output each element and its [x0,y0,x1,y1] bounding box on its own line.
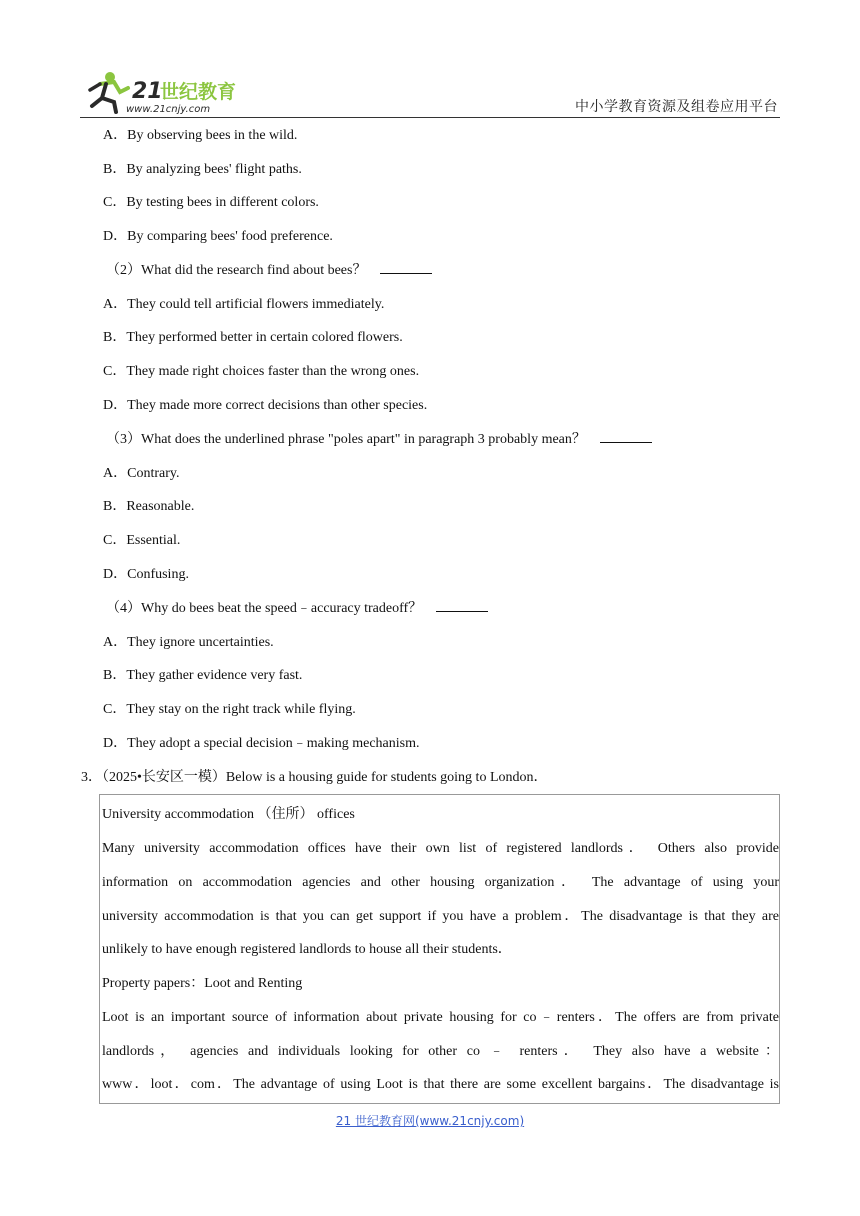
q3-stem [106,430,652,450]
q2-option-c: C．They made right choices faster than the wrong ones. [103,364,420,379]
box-line: unlikely to have enough registered landlords to house all their students． [102,942,512,957]
q3-option-b: B．Reasonable. [103,499,195,514]
q1-option-a: A．By observing bees in the wild. [103,128,298,143]
q1-option-d: D．By comparing bees' food preference. [103,229,333,244]
q4-stem [106,599,488,619]
header-divider [80,117,780,118]
q4-option-c: C．They stay on the right track while flying. [103,702,356,717]
box-line: Property papers：Loot and Renting [102,976,303,991]
q1-option-b: B．By analyzing bees' flight paths. [103,162,302,177]
box-line: Loot is an important source of information about private housing for co﹣renters．The offers are from private [102,1010,779,1025]
q2-option-a: A．They could tell artificial flowers immediately. [103,297,385,312]
q2-option-d: D．They made more correct decisions than other species. [103,398,428,413]
q2-stem-text: （2）What did the research find about bees？ [106,263,367,278]
q4-option-a: A．They ignore uncertainties. [103,635,274,650]
q3-option-c: C．Essential. [103,533,181,548]
footer-link[interactable]: 21 世纪教育网(www.21cnjy.com) [335,1114,525,1128]
box-line: university accommodation is that you can get support if you have a problem．The disadvantage is that they are [102,909,779,924]
q4-stem-text: （4）Why do bees beat the speed﹣accuracy tradeoff？ [106,601,423,616]
box-line: Many university accommodation offices have their own list of registered landlords． Others also provide [102,841,779,856]
q3-option-a: A．Contrary. [103,466,180,481]
box-line: information on accommodation agencies and other housing organization． The advantage of using your [102,875,779,890]
svg-text:21: 21 [132,79,163,104]
answer-blank [380,261,432,274]
question-3-header: 3．（2025•长安区一模）Below is a housing guide for students going to London． [81,770,548,785]
page-header [80,64,780,118]
logo-21cnjy [80,68,250,116]
q4-option-b: B．They gather evidence very fast. [103,668,303,683]
box-line: landlords， agencies and individuals looking for other co ﹣ renters． They also have a website： [102,1044,779,1059]
platform-title: 中小学教育资源及组卷应用平台 [575,99,778,115]
box-line: www．loot．com．The advantage of using Loot is that there are some excellent bargains．The disadvantage is [102,1077,779,1092]
box-line: University accommodation （住所） offices [102,807,355,822]
q2-stem [106,261,432,281]
answer-blank [436,599,488,612]
q2-option-b: B．They performed better in certain colored flowers. [103,330,403,345]
answer-blank [600,430,652,443]
q3-stem-text: （3）What does the underlined phrase "poles apart" in paragraph 3 probably mean？ [106,432,586,447]
svg-text:www.21cnjy.com: www.21cnjy.com [126,104,211,115]
svg-text:世纪教育: 世纪教育 [160,81,237,103]
housing-guide-box [99,794,780,1104]
q3-option-d: D．Confusing. [103,567,189,582]
q4-option-d: D．They adopt a special decision﹣making mechanism. [103,736,420,751]
q1-option-c: C．By testing bees in different colors. [103,195,319,210]
